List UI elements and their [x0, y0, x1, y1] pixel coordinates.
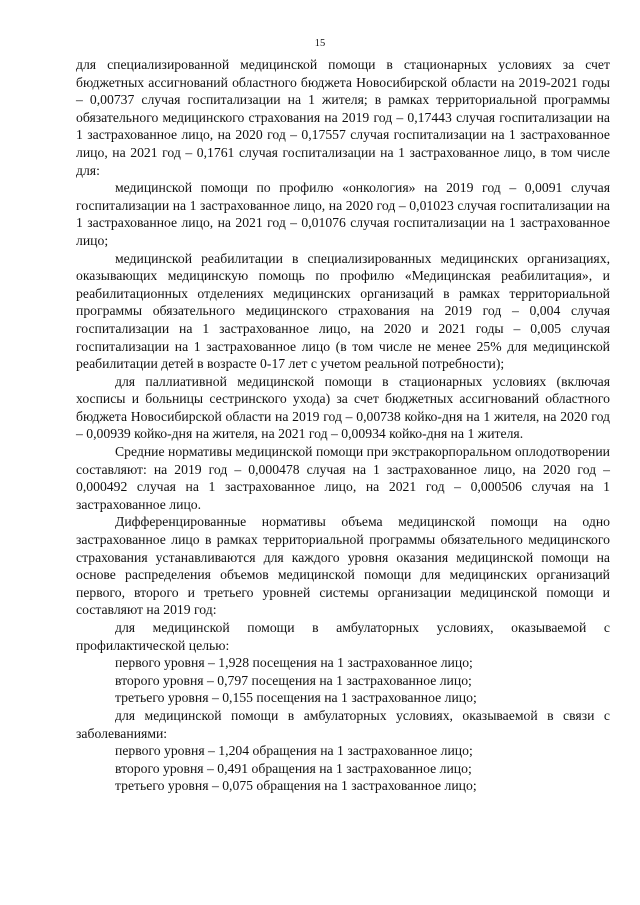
paragraph-outpatient-disease: для медицинской помощи в амбулаторных условиях, оказываемой в связи с заболеваниями:: [76, 707, 610, 741]
list-item-disease-level-3: третьего уровня – 0,075 обращения на 1 застрахованное лицо;: [115, 778, 477, 794]
list-item-preventive-level-2: второго уровня – 0,797 посещения на 1 застрахованное лицо;: [115, 672, 472, 688]
paragraph-ivf-norms: Средние нормативы медицинской помощи при экстракорпоральном оплодотворении составляют: на 2019 год – 0,000478 случая на 1 застрахованное лицо, на 2020 год – 0,000492 случая на 1 застрахованное лицо, на 2021 год – 0,000506 случая на 1 застрахованное лицо.: [76, 444, 610, 512]
paragraph-palliative-care: для паллиативной медицинской помощи в стационарных условиях (включая хосписы и больницы сестринского ухода) за счет бюджетных ассигнований областного бюджета Новосибирской области на 2019 год – 0,00738 койко-дня на 1 жителя, на 2020 год – 0,00939 койко-дня на жителя, на 2021 год – 0,00934 койко-дня на 1 жителя.: [76, 373, 610, 442]
list-item-disease-level-1: первого уровня – 1,204 обращения на 1 застрахованное лицо;: [115, 743, 473, 759]
paragraph-outpatient-preventive: для медицинской помощи в амбулаторных условиях, оказываемой с профилактической целью:: [76, 620, 610, 653]
list-item-disease-level-2: второго уровня – 0,491 обращения на 1 застрахованное лицо;: [115, 760, 472, 776]
page-number: 15: [314, 38, 326, 49]
paragraph-differentiated-norms: Дифференцированные нормативы объема медицинской помощи на одно застрахованное лицо в рамках территориальной программы обязательного медицинского страхования устанавливаются для каждого уровня оказания медицинской помощи на основе распределения объемов медицинской помощи для медицинских организаций первого, второго и третьего уровней системы организации медицинской помощи и составляют на 2019 год:: [76, 514, 610, 618]
paragraph-oncology: медицинской помощи по профилю «онкология» на 2019 год – 0,0091 случая госпитализации на 1 застрахованное лицо, на 2020 год – 0,01023 случая госпитализации на 1 застрахованное лицо, на 2021 год – 0,01076 случая госпитализации на 1 застрахованное лицо;: [76, 180, 610, 248]
list-item-preventive-level-1: первого уровня – 1,928 посещения на 1 застрахованное лицо;: [115, 655, 473, 671]
list-item-preventive-level-3: третьего уровня – 0,155 посещения на 1 застрахованное лицо;: [115, 690, 477, 706]
document-body: [76, 56, 610, 795]
paragraph-specialized-care: для специализированной медицинской помощи в стационарных условиях за счет бюджетных ассигнований областного бюджета Новосибирской области на 2019-2021 годы – 0,00737 случая госпитализации на 1 жителя; в рамках территориальной программы обязательного медицинского страхования на 2019 год – 0,17443 случая госпитализации на 1 застрахованное лицо, на 2020 год – 0,17557 случая госпитализации на 1 застрахованное лицо, на 2021 год – 0,1761 случая госпитализации на 1 застрахованное лицо, в том числе для:: [76, 57, 610, 178]
paragraph-rehabilitation: медицинской реабилитации в специализированных медицинских организациях, оказывающих медицинскую помощь по профилю «Медицинская реабилитация», и реабилитационных отделениях медицинских организаций в рамках территориальной программы обязательного медицинского страхования на 2019 год – 0,004 случая госпитализации на 1 застрахованное лицо, на 2020 и 2021 годы – 0,005 случая госпитализации на 1 застрахованное лицо (в том числе не менее 25% для медицинской реабилитации детей в возрасте 0-17 лет с учетом реальной потребности);: [76, 250, 610, 372]
